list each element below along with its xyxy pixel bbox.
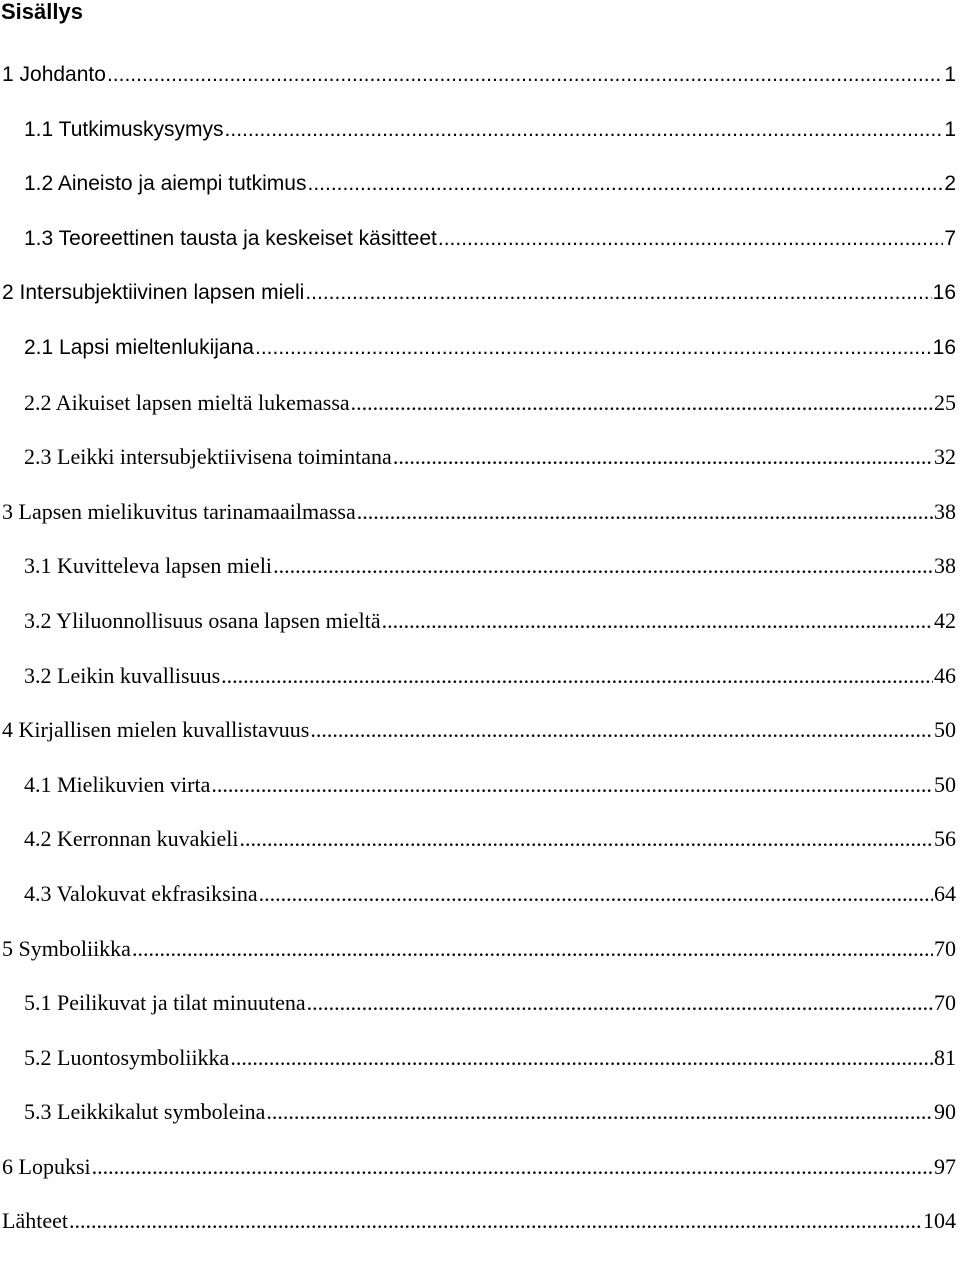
toc-entry-page: 70 xyxy=(934,935,956,961)
dot-leader xyxy=(382,606,933,636)
dot-leader xyxy=(221,661,933,691)
toc-entry-2-2[interactable] xyxy=(0,388,956,443)
toc-entry-1-3[interactable] xyxy=(0,224,956,279)
toc-entry-label: 1 Johdanto xyxy=(2,63,106,86)
toc-entry-page: 50 xyxy=(934,717,956,743)
toc-entry-page: 42 xyxy=(934,607,956,633)
toc-entry-1-2[interactable] xyxy=(0,169,956,224)
toc-entry-3-1[interactable] xyxy=(0,551,956,606)
toc-entry-label: 4.3 Valokuvat ekfrasiksina xyxy=(24,880,258,906)
dot-leader xyxy=(211,770,933,800)
dot-leader xyxy=(92,1152,933,1182)
toc-entry-label: 5.1 Peilikuvat ja tilat minuutena xyxy=(24,990,306,1016)
toc-entry-page: 16 xyxy=(932,335,956,359)
toc-entry-3-2[interactable] xyxy=(0,606,956,661)
toc-entry-page: 32 xyxy=(934,444,956,470)
toc-entry-label: 4 Kirjallisen mielen kuvallistavuus xyxy=(2,717,310,743)
toc-entry-3[interactable] xyxy=(0,497,956,552)
toc-entry-label: 3.1 Kuvitteleva lapsen mieli xyxy=(24,553,273,579)
toc-entry-page: 38 xyxy=(934,553,956,579)
toc-entry-page: 46 xyxy=(934,662,956,688)
toc-entry-1-1[interactable] xyxy=(0,115,956,170)
toc-entry-5[interactable] xyxy=(0,934,956,989)
dot-leader xyxy=(310,715,933,745)
toc-entry-label: 1.3 Teoreettinen tausta ja keskeiset käsitteet xyxy=(24,226,437,250)
dot-leader xyxy=(438,224,943,254)
toc-entry-label: 4.1 Mielikuvien virta xyxy=(24,771,211,797)
dot-leader xyxy=(307,988,933,1018)
toc-entry-label: 1.1 Tutkimuskysymys xyxy=(24,117,224,141)
dot-leader xyxy=(305,278,931,308)
toc-entry-5-2[interactable] xyxy=(0,1043,956,1098)
toc-entry-label: 5.3 Leikkikalut symboleina xyxy=(24,1099,266,1125)
dot-leader xyxy=(132,934,933,964)
toc-entry-3-2b[interactable] xyxy=(0,661,956,716)
toc-entry-2[interactable] xyxy=(0,278,956,333)
toc-entry-4-2[interactable] xyxy=(0,824,956,879)
dot-leader xyxy=(393,442,933,472)
toc-entry-page: 1 xyxy=(944,117,956,141)
dot-leader xyxy=(225,115,944,145)
toc-entry-label: 3.2 Leikin kuvallisuus xyxy=(24,662,221,688)
toc-entry-label: 3 Lapsen mielikuvitus tarinamaailmassa xyxy=(2,498,356,524)
toc-entry-5-3[interactable] xyxy=(0,1097,956,1152)
dot-leader xyxy=(273,551,933,581)
dot-leader xyxy=(255,333,932,363)
toc-entry-label: 5 Symboliikka xyxy=(2,935,131,961)
toc-entry-label: 1.2 Aineisto ja aiempi tutkimus xyxy=(24,172,307,196)
toc-entry-label: 4.2 Kerronnan kuvakieli xyxy=(24,826,239,852)
toc-entry-page: 90 xyxy=(934,1099,956,1125)
toc-entry-4-3[interactable] xyxy=(0,879,956,934)
toc-entry-label: 5.2 Luontosymboliikka xyxy=(24,1044,230,1070)
toc-entry-2-1[interactable] xyxy=(0,333,956,388)
dot-leader xyxy=(266,1097,933,1127)
toc-entry-page: 7 xyxy=(944,226,956,250)
toc-entry-2-3[interactable] xyxy=(0,442,956,497)
toc-entry-label: 2.1 Lapsi mieltenlukijana xyxy=(24,335,254,359)
toc-heading: Sisällys xyxy=(1,0,83,24)
toc-entry-page: 2 xyxy=(944,172,956,196)
toc-entry-label: 6 Lopuksi xyxy=(2,1153,91,1179)
toc-entry-page: 1 xyxy=(944,63,956,86)
toc-entry-page: 25 xyxy=(934,389,956,415)
dot-leader xyxy=(239,824,933,854)
toc-entry-references[interactable] xyxy=(0,1206,956,1261)
toc-entry-5-1[interactable] xyxy=(0,988,956,1043)
dot-leader xyxy=(230,1043,933,1073)
toc-entry-1[interactable] xyxy=(0,60,956,115)
dot-leader xyxy=(307,169,943,199)
toc-entry-6[interactable] xyxy=(0,1152,956,1207)
toc-entry-page: 38 xyxy=(934,498,956,524)
table-of-contents xyxy=(0,60,956,1261)
toc-entry-label: Lähteet xyxy=(2,1208,68,1234)
toc-entry-label: 2.2 Aikuiset lapsen mieltä lukemassa xyxy=(24,389,350,415)
dot-leader xyxy=(107,60,943,90)
toc-entry-label: 2.3 Leikki intersubjektiivisena toimintana xyxy=(24,444,392,470)
dot-leader xyxy=(69,1206,922,1236)
toc-entry-page: 50 xyxy=(934,771,956,797)
toc-entry-page: 16 xyxy=(932,281,956,305)
toc-entry-page: 70 xyxy=(934,990,956,1016)
toc-entry-4-1[interactable] xyxy=(0,770,956,825)
toc-entry-page: 97 xyxy=(934,1153,956,1179)
toc-entry-label: 3.2 Yliluonnollisuus osana lapsen mieltä xyxy=(24,607,381,633)
toc-entry-page: 81 xyxy=(934,1044,956,1070)
dot-leader xyxy=(259,879,933,909)
toc-entry-page: 64 xyxy=(934,880,956,906)
toc-entry-page: 56 xyxy=(934,826,956,852)
dot-leader xyxy=(351,388,933,418)
dot-leader xyxy=(357,497,933,527)
toc-entry-4[interactable] xyxy=(0,715,956,770)
toc-entry-page: 104 xyxy=(923,1208,956,1234)
toc-entry-label: 2 Intersubjektiivinen lapsen mieli xyxy=(2,281,305,305)
